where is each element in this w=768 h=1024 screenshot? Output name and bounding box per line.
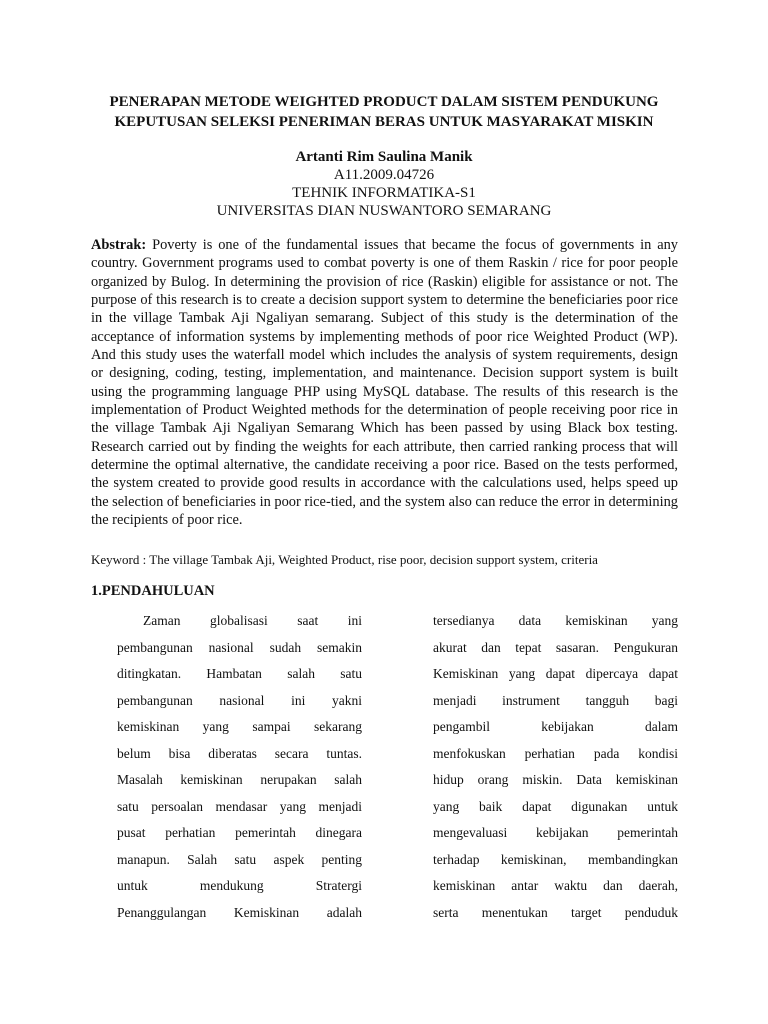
text-line: terhadap kemiskinan, membandingkan [433, 851, 678, 867]
text-line: tersedianya data kemiskinan yang [433, 613, 678, 628]
text-line: manapun. Salah satu aspek penting [117, 851, 362, 867]
text-line: Penanggulangan Kemiskinan adalah [117, 904, 362, 920]
text-line: hidup orang miskin. Data kemiskinan [433, 772, 678, 787]
abstract [91, 236, 678, 530]
abstract-text: Poverty is one of the fundamental issues that became the focus of governments in any country. Government programs used to combat poverty is one of them Raskin / rice for poor people organized by Bulog. In determining the provision of rice (Raskin) eligible for assistance or not. The purpose of this research is to create a decision support system to determine the beneficiaries poor rice in the village Tambak Aji Ngaliyan semarang. Subject of this study is the determination of the acceptance of information systems by implementing methods of poor rice Weighted Product (WP). And this study uses the waterfall model which includes the analysis of system requirements, design or designing, coding, testing, implementation, and maintenance. Decision support system is built using the programming language PHP using MySQL database. The results of this research is the implementation of Product Weighted methods for the determination of people receiving poor rice in the village Tambak Aji Ngaliyan Semarang Which has been passed by using Black box testing. Research carried out by finding the weights for each attribute, then carried ranking process that will determine the optimal alternative, the candidate receiving a poor rice. Based on the tests performed, the system created to provide good results in accordance with the calculations used, helps speed up the selection of beneficiaries in poor rice-tied, and the system also can reduce the error in determining the recipients of poor rice. [91, 237, 678, 529]
text-line: belum bisa diberatas secara tuntas. [117, 745, 362, 761]
text-line: pembangunan nasional sudah semakin [117, 639, 362, 655]
text-line: Kemiskinan yang dapat dipercaya dapat [433, 666, 678, 681]
author-nim: A11.2009.04726 [333, 167, 435, 183]
text-line: untuk mendukung Stratergi [117, 878, 362, 893]
text-line: kemiskinan antar waktu dan daerah, [433, 878, 678, 893]
text-line: akurat dan tepat sasaran. Pengukuran [433, 639, 678, 655]
text-line: menjadi instrument tangguh bagi [433, 692, 678, 708]
text-line: pengambil kebijakan dalam [433, 719, 678, 734]
text-line: mengevaluasi kebijakan pemerintah [433, 825, 678, 840]
body-column-left [117, 608, 362, 926]
text-line: serta menentukan target penduduk [433, 904, 678, 920]
text-line: pembangunan nasional ini yakni [117, 692, 362, 708]
text-line: Zaman globalisasi saat ini [143, 613, 362, 628]
title-line-1: PENERAPAN METODE WEIGHTED PRODUCT DALAM SISTEM PENDUKUNG [109, 94, 659, 110]
paper-title [70, 92, 698, 132]
text-line: satu persoalan mendasar yang menjadi [117, 798, 362, 814]
section-heading: 1.PENDAHULUAN [91, 583, 215, 599]
author-university: UNIVERSITAS DIAN NUSWANTORO SEMARANG [216, 203, 552, 219]
author-block [70, 148, 698, 220]
title-line-2: KEPUTUSAN SELEKSI PENERIMAN BERAS UNTUK MASYARAKAT MISKIN [114, 114, 654, 130]
author-name: Artanti Rim Saulina Manik [295, 149, 473, 165]
text-line: pusat perhatian pemerintah dinegara [117, 825, 362, 840]
text-line: ditingkatan. Hambatan salah satu [117, 666, 362, 681]
body-column-right [433, 608, 678, 926]
abstract-label: Abstrak: [91, 237, 147, 253]
text-line: yang baik dapat digunakan untuk [433, 798, 678, 814]
text-line: Masalah kemiskinan nerupakan salah [117, 772, 362, 787]
text-line: menfokuskan perhatian pada kondisi [433, 745, 678, 761]
text-line: kemiskinan yang sampai sekarang [117, 719, 362, 734]
keywords: Keyword : The village Tambak Aji, Weighted Product, rise poor, decision support system, criteria [91, 552, 598, 567]
author-department: TEHNIK INFORMATIKA-S1 [292, 185, 476, 201]
